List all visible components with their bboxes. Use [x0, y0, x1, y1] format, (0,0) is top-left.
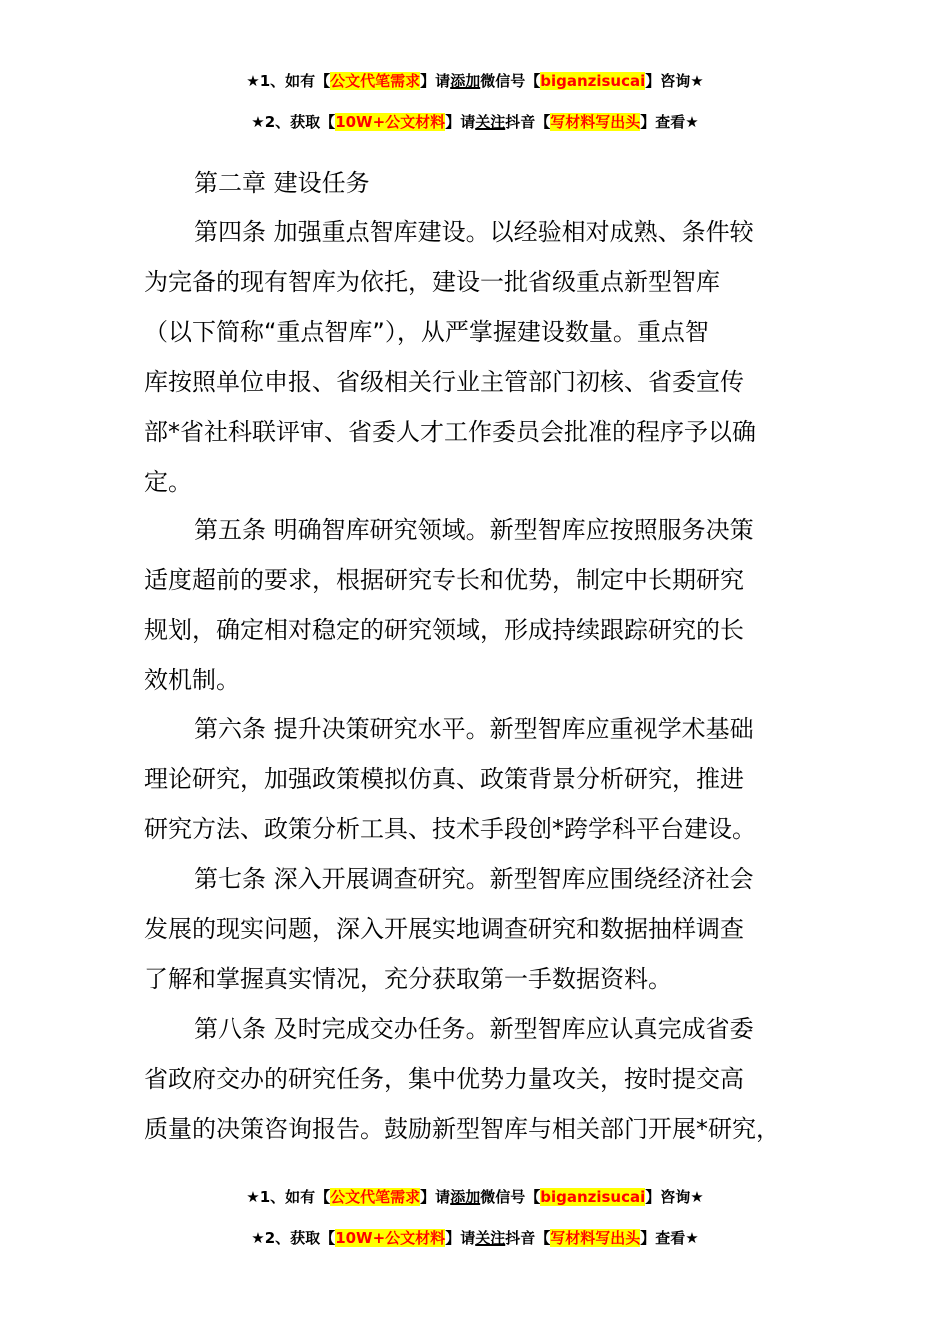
highlight-wechat-id: biganzisucai	[540, 1188, 646, 1206]
article-paragraph: 第五条 明确智库研究领域。新型智库应按照服务决策 适度超前的要求，根据研究专长和优势，制定中长期研究 规划，确定相对稳定的研究领域，形成持续跟踪研究的长 效机制。	[144, 516, 754, 694]
article-paragraph: 第八条 及时完成交办任务。新型智库应认真完成省委 省政府交办的研究任务，集中优势力量攻关，按时提交高 质量的决策咨询报告。鼓励新型智库与相关部门开展*研究，	[144, 1015, 780, 1143]
highlight-douyin-account: 写材料写出头	[550, 113, 641, 131]
chapter-heading: 第二章 建设任务	[194, 169, 370, 197]
header-promo-line-2: ★2、获取【10W+公文材料】请关注抖音【写材料写出头】查看★	[251, 113, 699, 131]
footer-promo-line-1: ★1、如有【公文代笔需求】请添加微信号【biganzisucai】咨询★	[246, 1188, 704, 1206]
highlight-service: 公文代笔需求	[330, 72, 421, 90]
highlight-douyin-account: 写材料写出头	[550, 1229, 641, 1247]
highlight-service: 公文代笔需求	[330, 1188, 421, 1206]
article-paragraph: 第六条 提升决策研究水平。新型智库应重视学术基础 理论研究，加强政策模拟仿真、政策背景分析研究，推进 研究方法、政策分析工具、技术手段创*跨学科平台建设。	[144, 715, 756, 843]
highlight-materials: 10W+公文材料	[335, 1229, 446, 1247]
highlight-wechat-id: biganzisucai	[540, 72, 646, 90]
article-paragraph: 第四条 加强重点智库建设。以经验相对成熟、条件较 为完备的现有智库为依托，建设一批省级重点新型智库 （以下简称“重点智库”），从严掌握建设数量。重点智 库按照单位申报、省级相关行业主管部门初核、省委宣传 部*省社科联评审、省委人才工作委员会批准的程序予以确 定。	[144, 218, 756, 496]
highlight-materials: 10W+公文材料	[335, 113, 446, 131]
article-paragraph: 第七条 深入开展调查研究。新型智库应围绕经济社会 发展的现实问题，深入开展实地调查研究和数据抽样调查 了解和掌握真实情况，充分获取第一手数据资料。	[144, 865, 754, 993]
footer-promo-line-2: ★2、获取【10W+公文材料】请关注抖音【写材料写出头】查看★	[251, 1229, 699, 1247]
header-promo-line-1: ★1、如有【公文代笔需求】请添加微信号【biganzisucai】咨询★	[246, 72, 704, 90]
